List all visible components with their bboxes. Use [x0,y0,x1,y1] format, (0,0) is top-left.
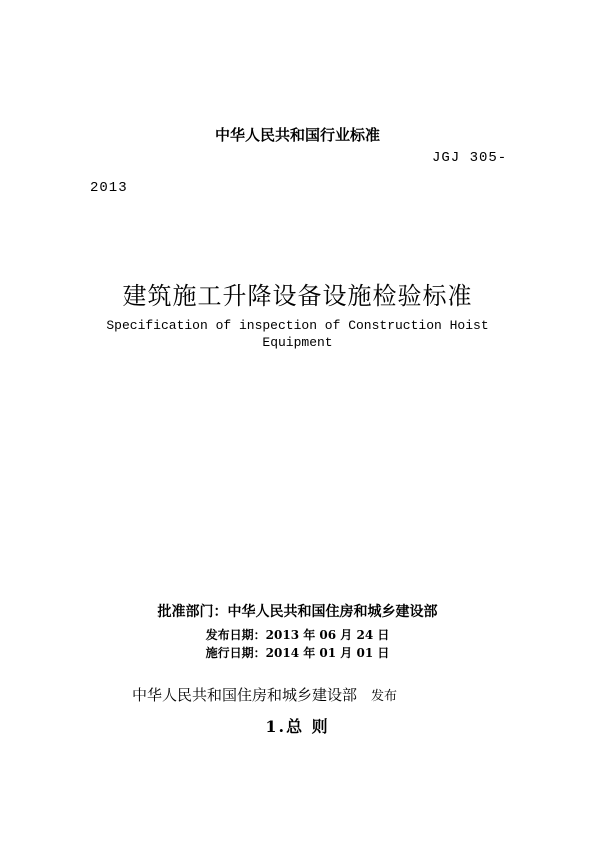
publisher-action: 发布 [371,689,398,704]
section-heading: 1.总 则 [265,717,330,736]
standard-number: JGJ 305- [432,150,508,166]
publisher-line [132,684,397,705]
industry-standard-label: 中华人民共和国行业标准 [214,126,380,144]
publisher-name: 中华人民共和国住房和城乡建设部 [132,686,358,704]
document-title-chinese: 建筑施工升降设备设施检验标准 [122,282,473,310]
document-title-english-line2: Equipment [262,335,333,350]
approval-department: 批准部门：中华人民共和国住房和城乡建设部 [157,604,438,620]
effective-date: 施行日期：2014 年 01 月 01 日 [205,646,390,660]
standard-year: 2013 [90,180,128,196]
document-title-english-line1: Specification of inspection of Construction Hoist [106,318,489,333]
publish-date: 发布日期：2013 年 06 月 24 日 [205,628,390,642]
